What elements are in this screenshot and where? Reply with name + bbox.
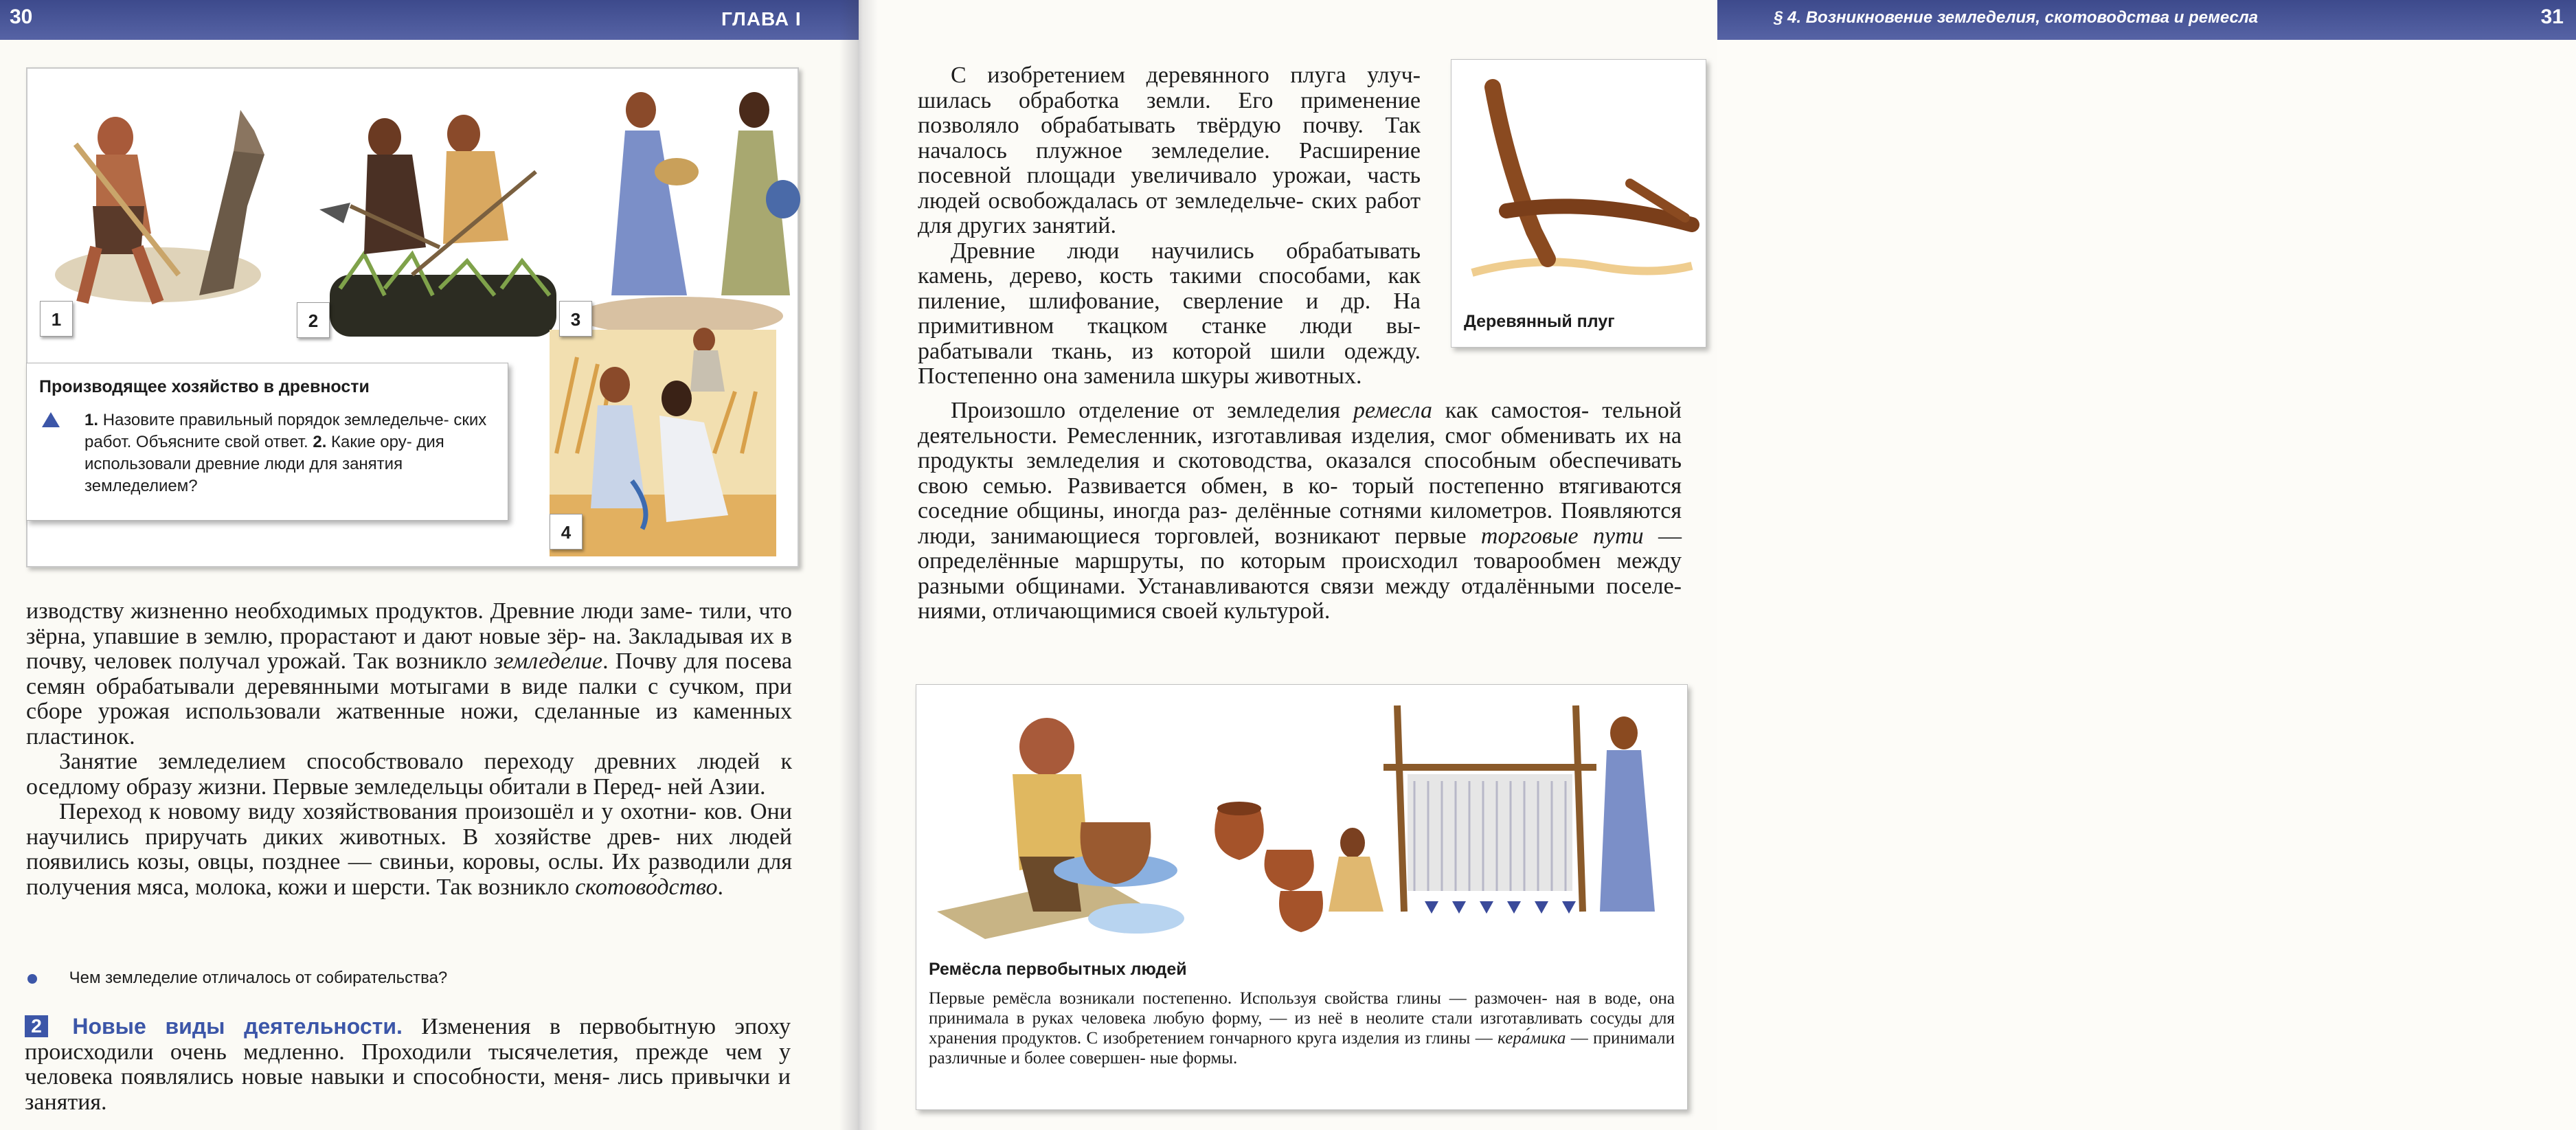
figure-label-3: 3 [559,301,592,337]
crafts-caption-title: Ремёсла первобытных людей [929,960,1187,979]
figure-label-4: 4 [550,514,583,550]
crafts-figure [916,684,1688,1110]
paragraph: С изобретением деревянного плуга улуч- шилась обработка земли. Его применение позволяло обрабатывать твёрдую почву. Так началось плужное земледелие. Расширение посевной площади увеличивало урожаи, часть людей освобождалась от земледельче- ских работ для других занятий. [918,63,1421,238]
scene-4-illustration [550,328,776,556]
review-question-text: Чем земледелие отличалось от собирательства? [69,969,448,987]
paragraph: Переход к новому виду хозяйствования произошёл и у охотни- ков. Они научились приручать диких животных. В хозяйстве древ- них людей появились козы, овцы, позднее — свиньи, коровы, ослы. Их разводили для получения мяса, молока, кожи и шерсти. Так возникло скотово́дство. [26,799,792,900]
scene-3-illustration [577,92,800,335]
section-number-badge: 2 [25,1015,48,1037]
question-1-number: 1. [84,411,99,429]
book-spine-shadow [839,0,878,1130]
left-page [0,0,859,1130]
left-page-header [0,0,859,40]
paragraph: Занятие земледелием способствовало переходу древних людей к оседлому образу жизни. Первые земледельцы обитали в Перед- ней Азии. [26,749,792,800]
crafts-illustration [916,685,1687,946]
page-number-left: 30 [10,5,33,28]
figure-label-2: 2 [297,302,330,338]
section-2 [25,1014,791,1115]
right-page-header [1717,0,2576,40]
section-title: Новые виды деятельности. [72,1014,403,1039]
plough-illustration [1451,60,1706,293]
bullet-dot-icon [27,974,37,984]
paragraph: изводству жизненно необходимых продуктов. Древние люди заме- тили, что зёрна, упавшие в землю, прорастают и дают новые зёр- на. Закладывая их в почву, человек получал урожай. Так возникло земледе́лие. Почву для посева семян обрабатывали деревянными мотыгами в виде палки с сучком, при сборе урожая использовали жатвенные ножи, сделанные из каменных пластинок. [26,598,792,749]
question-2-number: 2. [313,433,327,451]
triangle-marker-icon [42,412,60,427]
paragraph: Произошло отделение от земледелия ремесла как самостоя- тельной деятельности. Ремесленник, изготавливая изделия, смог обменивать их на продукты земледелия и скотоводства, оказался способным обеспечивать свою семью. Развивается обмен, в ко- торый постепенно втягиваются соседние общины, иногда раз- делённые сотнями километров. Появляются люди, занимающиеся торговлей, возникают первые торговые пути — определённые маршруты, по которым происходил товарообмен между разными общинами. Устанавливаются связи между отдалёнными поселе- ниями, отличающимися своей культурой. [918,398,1682,624]
question-2-text: Какие ору- дия использовали древние люди для занятия земледелием? [84,433,444,495]
paragraph: Древние люди научились обрабатывать камень, дерево, кость такими способами, как пиление, шлифование, сверление и др. На примитивном ткацком станке люди вы- рабатывали ткань, из которой шили одежду. Постепенно она заменила шкуры животных. [918,238,1421,389]
review-question [27,969,447,988]
right-body-text-lower [918,398,1682,624]
question-1-text: Назовите правильный порядок земледельче- ских работ. Объясните свой ответ. [84,411,487,451]
page-number-right: 31 [2540,5,2564,28]
crafts-caption-text: Первые ремёсла возникали постепенно. Используя свойства глины — размочен- ная в воде, она принимала в руках человека любую форму, — из неё в неолите стали изготавливать сосуды для хранения продуктов. С изобретением гончарного круга изделия из глины — кера́мика — принимали различные и более совершен- ные формы. [929,989,1675,1067]
left-body-text [26,599,792,900]
section-header: § 4. Возникновение земледелия, скотоводства и ремесла [1774,8,2259,27]
figure-caption-box [26,363,508,521]
chapter-title: ГЛАВА I [721,8,802,30]
scene-1-illustration [55,110,264,302]
right-body-text-upper [918,63,1421,389]
plough-figure [1451,59,1706,348]
section-text: Изменения в первобытную эпоху происходили очень медленно. Проходили тысячелетия, прежде чем у человека появлялись новые навыки и способности, меня- лись привычки и занятия. [25,1014,791,1115]
figure-questions [39,409,495,497]
figure-caption-title: Производящее хозяйство в древности [39,377,370,396]
plough-caption: Деревянный плуг [1464,312,1615,331]
figure-label-1: 1 [40,301,73,337]
scene-2-illustration [319,115,556,337]
